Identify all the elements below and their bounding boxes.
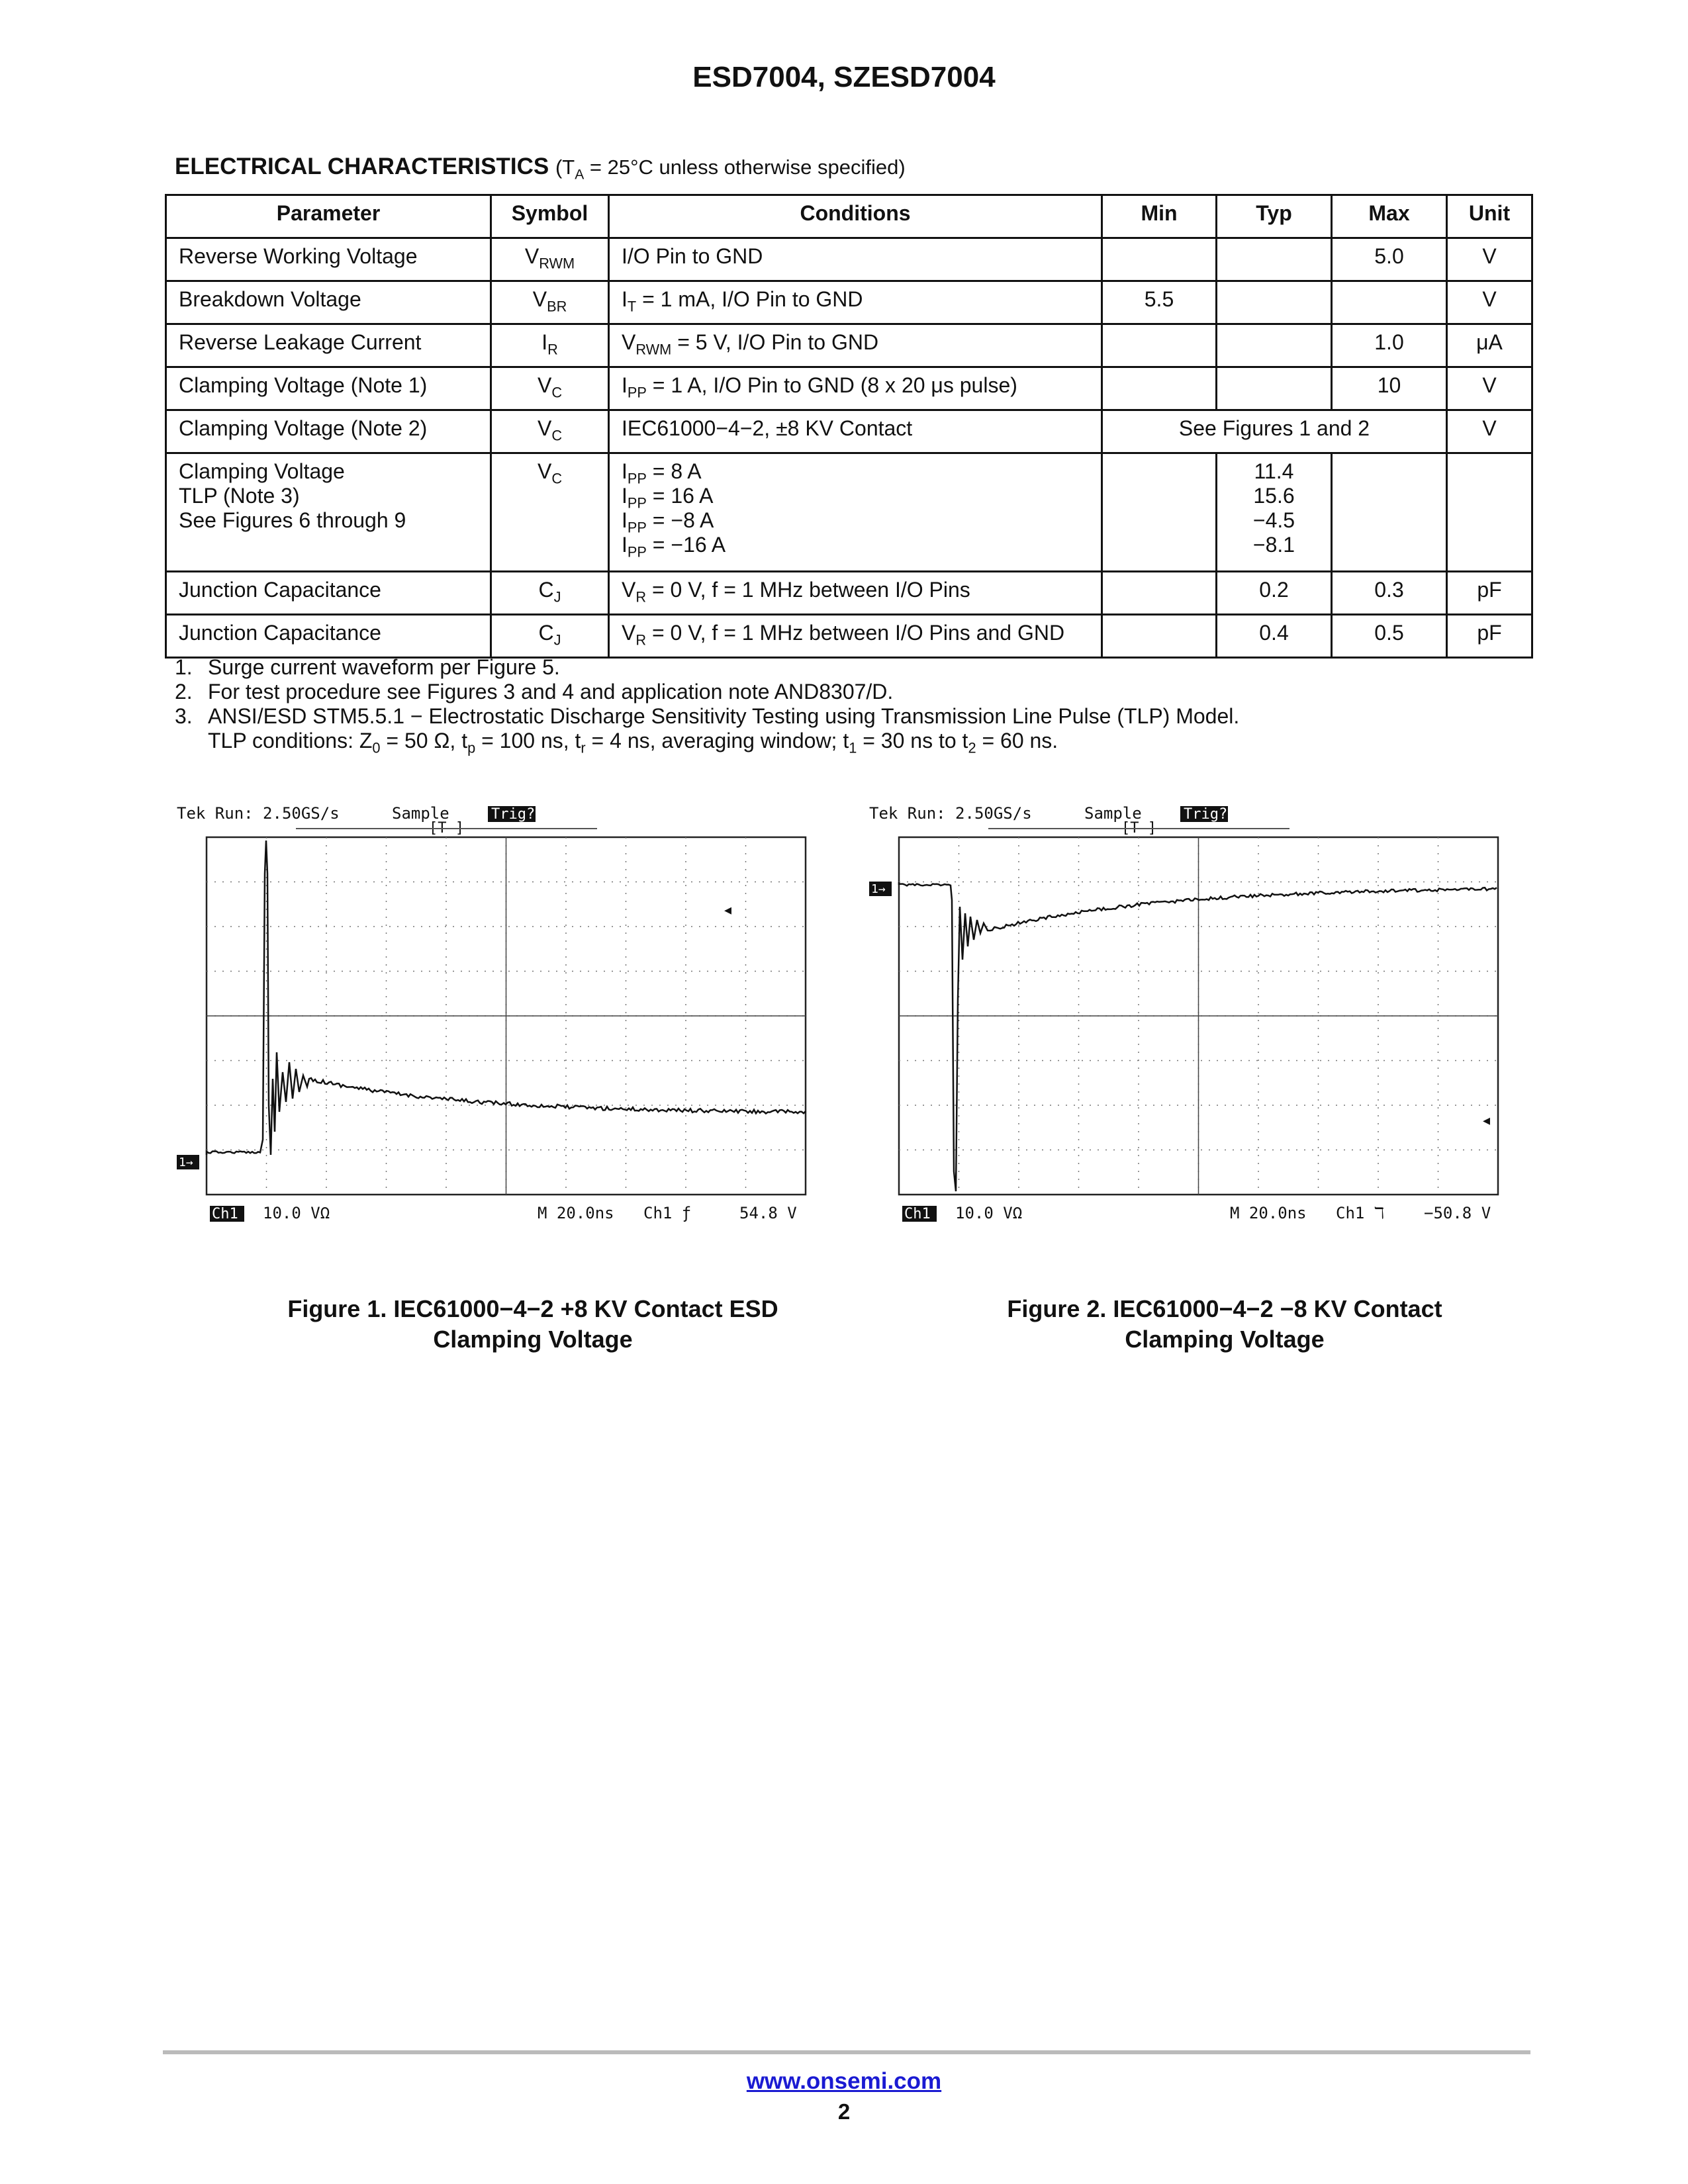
table-row [166, 324, 1532, 367]
scope-header-mode: Sample [392, 804, 449, 823]
cell-conditions: IEC61000−4−2, ±8 KV Contact [609, 410, 1102, 453]
cell-conditions: $I_{PP} = 8$ A $I_{PP} = 16$ A $I_{PP} = -8$ A $I_{PP} = -16$ A [609, 453, 1102, 572]
cell-typ [1217, 238, 1332, 281]
cell-symbol: $C_J$ [491, 615, 609, 658]
section-heading-label: ELECTRICAL CHARACTERISTICS [175, 154, 549, 179]
note-1: 1. Surge current waveform per Figure 5. [175, 655, 560, 679]
table-notes [175, 655, 1240, 756]
col-header-parameter: Parameter [166, 195, 491, 238]
electrical-characteristics-table [165, 194, 1533, 659]
table-row [166, 281, 1532, 324]
note-2: 2. For test procedure see Figures 3 and 4 and application note AND8307/D. [175, 680, 894, 704]
cell-parameter: Clamping Voltage (Note 2) [166, 410, 491, 453]
table-row [166, 367, 1532, 410]
cell-typ: 0.2 [1217, 572, 1332, 615]
cell-unit: V [1447, 367, 1532, 410]
trigger-level-arrow-icon: ◂ [1483, 1112, 1491, 1128]
scope-timebase: M 20.0ns [538, 1204, 614, 1222]
cell-unit: V [1447, 238, 1532, 281]
figure-2-caption: Figure 2. IEC61000−4−2 −8 KV Contact Clamping Voltage [1007, 1295, 1442, 1353]
cell-parameter: Clamping Voltage TLP (Note 3) See Figures 6 through 9 [166, 453, 491, 572]
section-heading [175, 154, 906, 183]
page-number: 2 [837, 2099, 851, 2124]
cell-symbol: $V_{RWM}$ [491, 238, 609, 281]
cell-max: 0.5 [1332, 615, 1447, 658]
cell-unit: V [1447, 410, 1532, 453]
cell-symbol: $V_{BR}$ [491, 281, 609, 324]
col-header-typ: Typ [1217, 195, 1332, 238]
scope-trace [899, 882, 1497, 1191]
cell-symbol: $C_J$ [491, 572, 609, 615]
cell-max: 1.0 [1332, 324, 1447, 367]
table-header-row [166, 195, 1532, 238]
footer-divider [163, 2050, 1530, 2054]
cell-typ: 11.4 15.6 −4.5 −8.1 [1217, 453, 1332, 572]
cell-conditions: I/O Pin to GND [609, 238, 1102, 281]
note-3: 3. ANSI/ESD STM5.5.1 − Electrostatic Discharge Sensitivity Testing using Transmission Line Pulse (TLP) Model. [175, 704, 1240, 728]
scope-trigger-channel: Ch1 ƒ [643, 1204, 692, 1222]
col-header-unit: Unit [1447, 195, 1532, 238]
trigger-level-arrow-icon: ◂ [724, 901, 732, 918]
scope-ch-label: Ch1 [904, 1206, 931, 1222]
scope-header-left: Tek Run: 2.50GS/s [869, 804, 1032, 823]
cell-parameter: Junction Capacitance [166, 572, 491, 615]
note-3-tlp-conditions: TLP conditions: $Z_0 = 50$ Ω, $t_p = 100$ ns, $t_r = 4$ ns, averaging window; $t_1 = 30$ ns to $t_2 = 60$ ns. [208, 729, 1058, 756]
cell-max: 5.0 [1332, 238, 1447, 281]
scope-graticule [207, 837, 806, 1195]
cell-min [1102, 238, 1217, 281]
table-row [166, 410, 1532, 453]
cell-unit: μA [1447, 324, 1532, 367]
table-row [166, 453, 1532, 572]
col-header-min: Min [1102, 195, 1217, 238]
scope-header-trig: Trig? [491, 806, 536, 823]
cell-symbol: $I_R$ [491, 324, 609, 367]
scope-channel-marker: 1→ [179, 1156, 193, 1169]
scope-scale: 10.0 VΩ [955, 1204, 1023, 1222]
figure-1-oscilloscope [173, 801, 822, 1231]
scope-header-trig: Trig? [1184, 806, 1228, 823]
cell-symbol: $V_C$ [491, 453, 609, 572]
cell-span-value: See Figures 1 and 2 [1102, 410, 1447, 453]
col-header-symbol: Symbol [491, 195, 609, 238]
cell-parameter: Reverse Working Voltage [166, 238, 491, 281]
cell-unit: V [1447, 281, 1532, 324]
section-condition: ($T_A = 25^\circ C$ unless otherwise specified) [555, 156, 906, 183]
cell-typ: 0.4 [1217, 615, 1332, 658]
cell-min [1102, 367, 1217, 410]
scope-ch-label: Ch1 [212, 1206, 238, 1222]
cell-min [1102, 572, 1217, 615]
scope-trigger-bracket: [T ] [429, 820, 464, 837]
cell-parameter: Clamping Voltage (Note 1) [166, 367, 491, 410]
scope-trigger-channel: Ch1 ℸ [1336, 1204, 1385, 1222]
cell-max [1332, 453, 1447, 572]
cell-conditions: $I_{PP} = 1$ A, I/O Pin to GND (8 x 20 μs pulse) [609, 367, 1102, 410]
cell-conditions: $V_R = 0$ V, f = 1 MHz between I/O Pins [609, 572, 1102, 615]
cell-unit: pF [1447, 615, 1532, 658]
scope-scale: 10.0 VΩ [263, 1204, 330, 1222]
cell-typ [1217, 367, 1332, 410]
table-row [166, 572, 1532, 615]
cell-min [1102, 324, 1217, 367]
cell-min [1102, 615, 1217, 658]
cell-symbol: $V_C$ [491, 410, 609, 453]
scope-header-left: Tek Run: 2.50GS/s [177, 804, 340, 823]
col-header-conditions: Conditions [609, 195, 1102, 238]
cell-parameter: Breakdown Voltage [166, 281, 491, 324]
cell-typ [1217, 324, 1332, 367]
col-header-max: Max [1332, 195, 1447, 238]
cell-conditions: $I_T = 1$ mA, I/O Pin to GND [609, 281, 1102, 324]
cell-max [1332, 281, 1447, 324]
cell-max: 0.3 [1332, 572, 1447, 615]
scope-trigger-level: 54.8 V [739, 1204, 797, 1222]
scope-header-mode: Sample [1084, 804, 1142, 823]
scope-trigger-bracket: [T ] [1121, 820, 1156, 837]
scope-channel-marker: 1→ [871, 882, 886, 896]
document-title: ESD7004, SZESD7004 [692, 61, 996, 93]
cell-symbol: $V_C$ [491, 367, 609, 410]
table-row [166, 238, 1532, 281]
cell-min [1102, 453, 1217, 572]
cell-conditions: $V_R = 0$ V, f = 1 MHz between I/O Pins and GND [609, 615, 1102, 658]
cell-parameter: Junction Capacitance [166, 615, 491, 658]
figure-2-oscilloscope [866, 801, 1515, 1231]
footer-website-link[interactable]: www.onsemi.com [746, 2068, 942, 2094]
cell-min: 5.5 [1102, 281, 1217, 324]
cell-typ [1217, 281, 1332, 324]
figure-1-caption: Figure 1. IEC61000−4−2 +8 KV Contact ESD Clamping Voltage [287, 1295, 778, 1353]
scope-timebase: M 20.0ns [1230, 1204, 1307, 1222]
cell-max: 10 [1332, 367, 1447, 410]
cell-conditions: $V_{RWM} = 5$ V, I/O Pin to GND [609, 324, 1102, 367]
scope-trigger-level: −50.8 V [1424, 1204, 1491, 1222]
table-row [166, 615, 1532, 658]
cell-unit [1447, 453, 1532, 572]
cell-parameter: Reverse Leakage Current [166, 324, 491, 367]
cell-unit: pF [1447, 572, 1532, 615]
